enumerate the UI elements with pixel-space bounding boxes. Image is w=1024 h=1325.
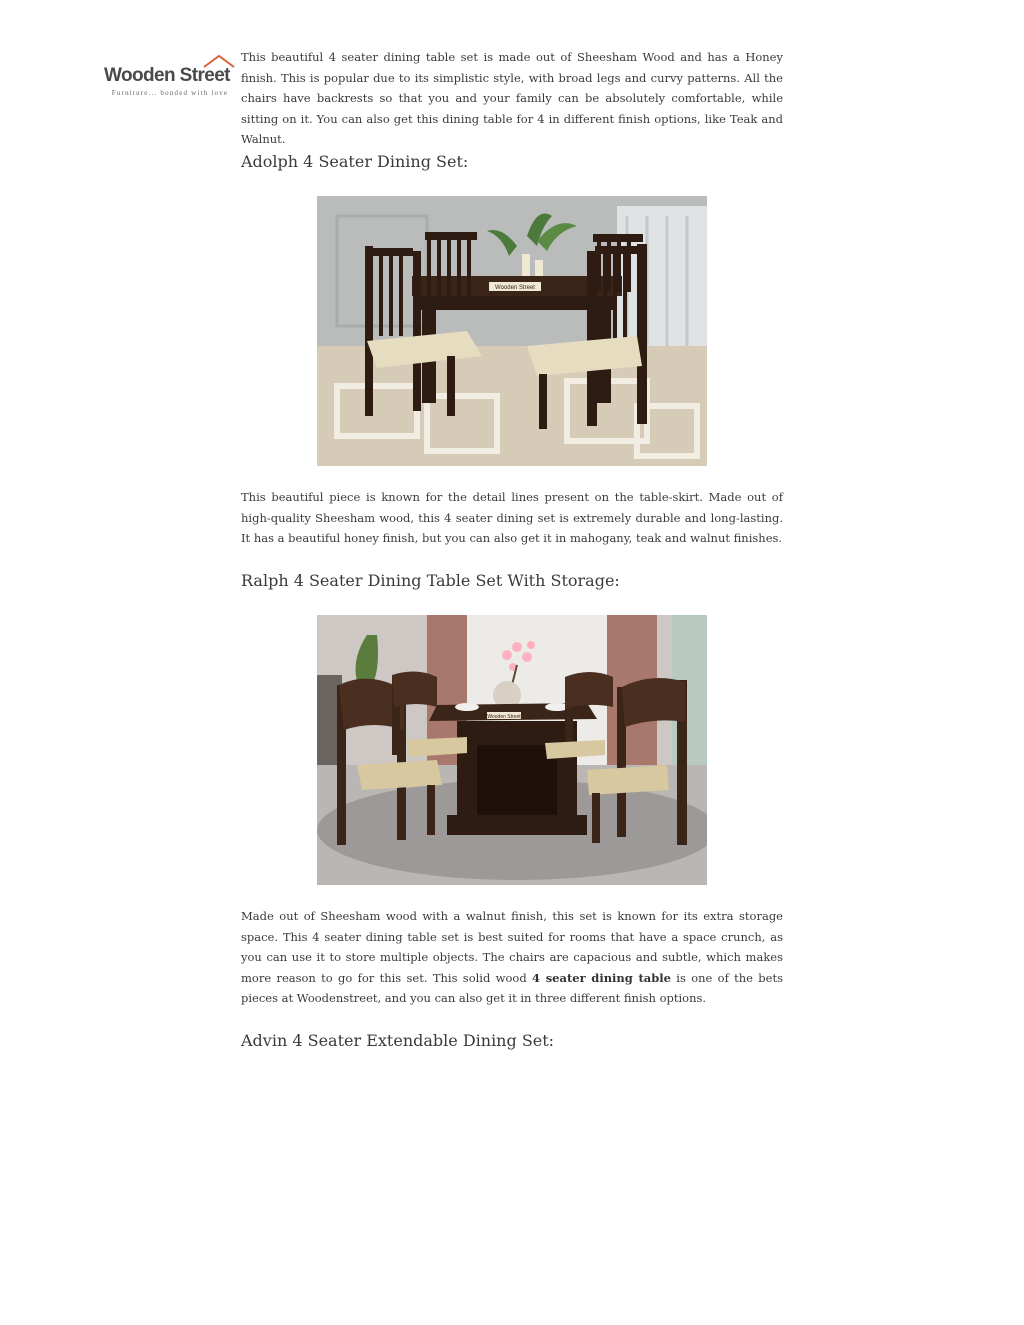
table-label-plaque: Wooden Street	[487, 714, 521, 720]
intro-paragraph: This beautiful 4 seater dining table set is made out of Sheesham Wood and has a Honey finish. This is popular due to its simplistic style, with broad legs and curvy patterns. All the chairs have backrests so that you and your family can be absolutely comfortable, while sitting on it. You can also get this dining table for 4 in different finish options, like Teak and Walnut.	[241, 50, 783, 146]
logo-tagline: Furniture... bonded with love	[111, 89, 229, 97]
brand-logo[interactable]	[104, 58, 236, 97]
roof-icon	[202, 54, 236, 68]
adolph-dining-set-image	[317, 196, 707, 466]
section-heading-advin: Advin 4 Seater Extendable Dining Set:	[241, 1031, 555, 1050]
section-heading-ralph: Ralph 4 Seater Dining Table Set With Storage:	[241, 571, 620, 590]
ralph-description: Made out of Sheesham wood with a walnut finish, this set is known for its extra storage space. This 4 seater dining table set is best suited for rooms that have a space crunch, as you can use it to store multiple objects. The chairs are capacious and subtle, which makes more reason to go for this set. This solid wood 4 seater dining table is one of the bets pieces at Woodenstreet, and you can also get it in three different finish options.	[241, 909, 783, 1005]
ralph-dining-set-image	[317, 615, 707, 885]
table-label-plaque: Wooden Street	[495, 285, 535, 291]
adolph-description: This beautiful piece is known for the detail lines present on the table-skirt. Made out of high-quality Sheesham wood, this 4 seater dining set is extremely durable and long-lasting. It has a beautiful honey finish, but you can also get it in mahogany, teak and walnut finishes.	[241, 490, 783, 545]
logo-wordmark: Wooden Street	[104, 66, 236, 86]
dining-table-link[interactable]: 4 seater dining table	[532, 970, 671, 985]
section-heading-adolph: Adolph 4 Seater Dining Set:	[241, 152, 469, 171]
